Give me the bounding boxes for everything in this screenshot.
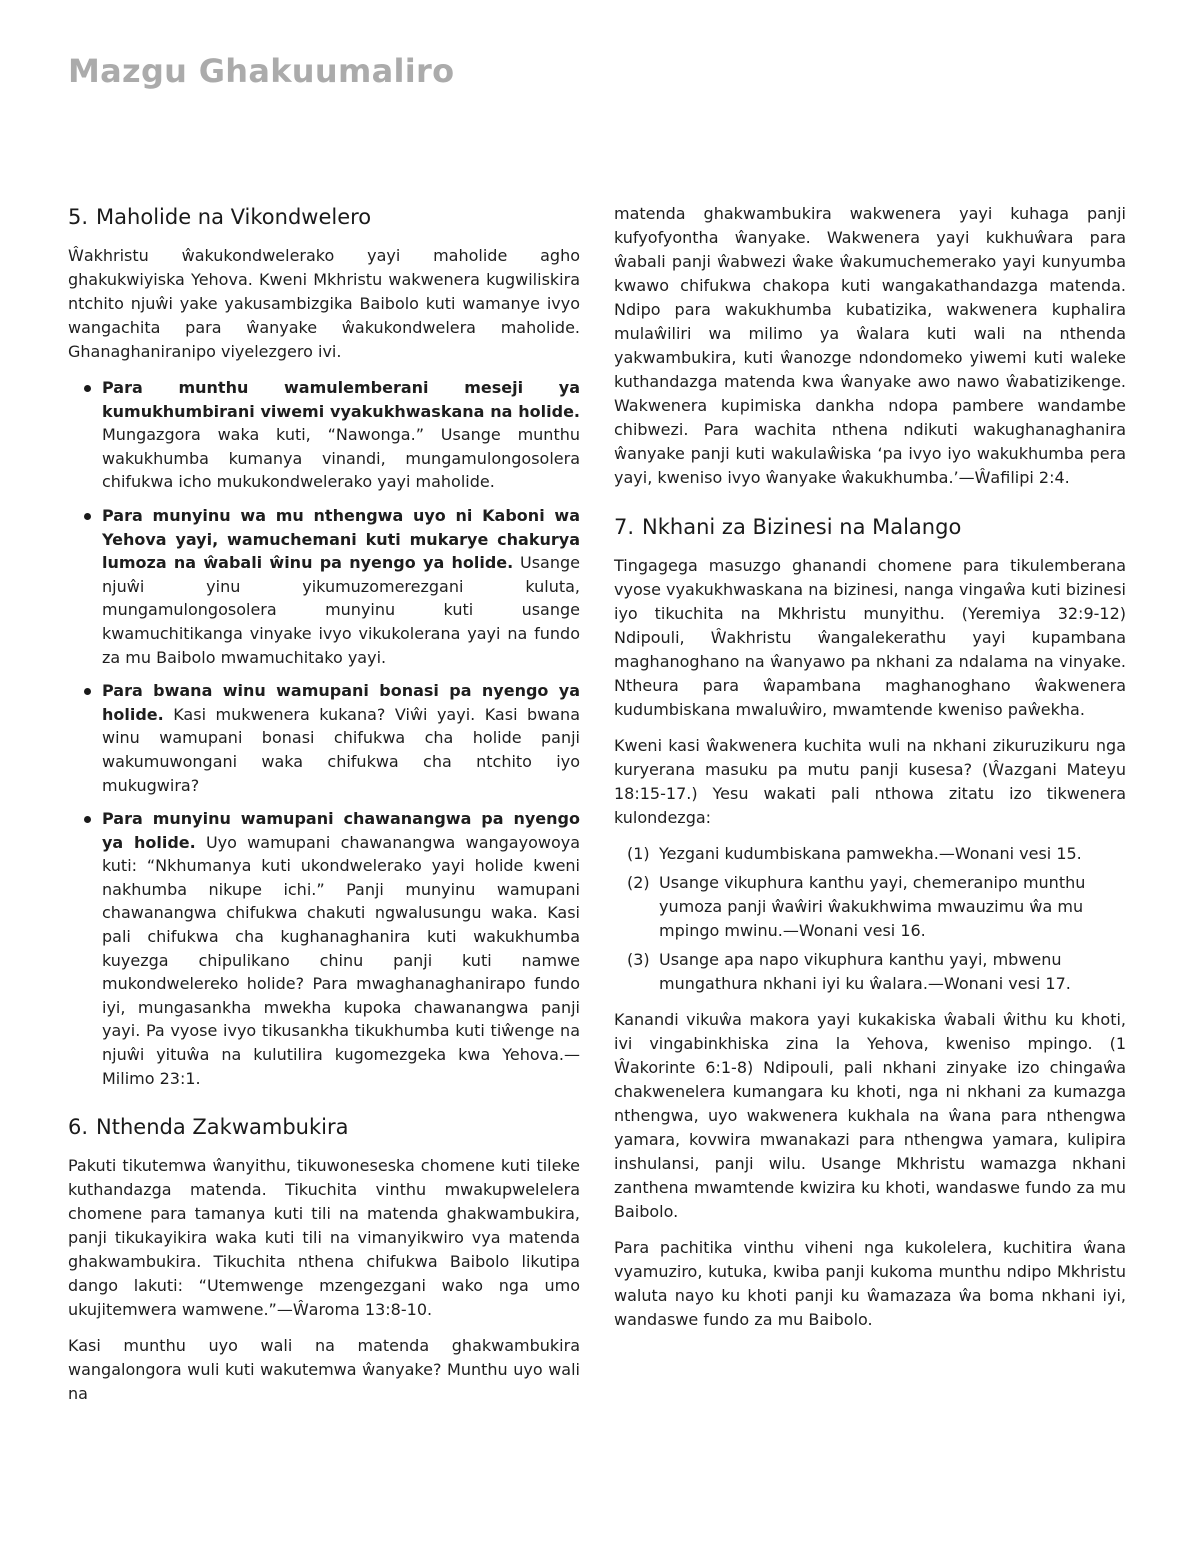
bullet-item xyxy=(68,679,580,797)
step-number: (3) xyxy=(627,950,650,969)
section-7-paragraph: Tingagega masuzgo ghanandi chomene para tikulemberana vyose vyakukhwaskana na bizinesi, nanga vingaŵa kuti bizinesi iyo tikuchita na Mkhristu munyithu. (Yeremiya 32:9-12) Ndipouli, Ŵakhristu ŵangalekerathu yayi kupambana maghanoghano na ŵanyawo pa nkhani za ndalama na vinyake. Ntheura para ŵapambana maghanoghano ŵakwenera kudumbiskana mwaluŵiro, mwamtende kweniso paŵekha. xyxy=(614,556,1126,719)
step-item xyxy=(614,948,1126,996)
bullet-lead: Para munyinu wamupani chawanangwa pa nyengo ya holide. xyxy=(102,809,580,852)
left-column xyxy=(68,202,580,1418)
section-6 xyxy=(68,1112,580,1406)
section-6-paragraph-continued: matenda ghakwambukira wakwenera yayi kuhaga panji kufyofyontha ŵanyake. Wakwenera yayi kukhuŵara para ŵabali panji ŵabwezi ŵake ŵakumuchemerako yayi kunyumba kwawo chifukwa chakopa kuti wangakathandazga matenda. Ndipo para wakukhumba kubatizika, wakwenera kuphalira mulaŵiliri wa milimo ya ŵalara kuti wali na nthenda yakwambukira, kuti ŵanozge ndondomeko yiwemi kuti waleke kuthandazga matenda kwa ŵanyake awo nawo ŵabatizikenge. Wakwenera kupimiska dankha ndopa pambere wandambe chibwezi. Para wachita nthena ndikuti wakughanaghanira ŵanyake panji kuti wakulaŵiska ‘pa ivyo iyo wakukhumba pera yayi, kweniso ivyo ŵanyake ŵakukhumba.’—Ŵafilipi 2:4. xyxy=(614,204,1126,487)
section-5-title: Maholide na Vikondwelero xyxy=(96,205,372,229)
section-5-bullet-list xyxy=(68,376,580,1090)
bullet-lead: Para bwana winu wamupani bonasi pa nyengo ya holide. xyxy=(102,681,580,724)
bullet-text: Usange njuŵi yinu yikumuzomerezgani kuluta, mungamulongosolera munyinu kuti usange kwamuchitikanga vinyake ivyo vikukolerana yayi na fundo za mu Baibolo mwamuchitako yayi. xyxy=(102,553,581,667)
section-6-paragraph: Pakuti tikutemwa ŵanyithu, tikuwoneseska chomene kuti tileke kuthandazga matenda. Tikuchita vinthu mwakupwelelera chomene para tamanya kuti tili na matenda ghakwambukira, panji tikukayikira waka kuti tili na vimanyikwiro vya matenda ghakwambukira. Tikuchita nthena chifukwa Baibolo likutipa dango lakuti: “Utemwenge mzengezgani wako nga umo ukujitemwera wamwene.”—Ŵaroma 13:8-10. xyxy=(68,1156,580,1320)
section-5-number: 5. xyxy=(68,205,89,229)
bullet-lead: Para munthu wamulemberani meseji ya kumukhumbirani viwemi vyakukhwaskana na holide. xyxy=(102,378,580,421)
section-7-step-list xyxy=(614,842,1126,996)
section-7-heading xyxy=(614,512,1126,542)
bullet-dot xyxy=(84,513,91,520)
section-7-paragraph: Kanandi vikuŵa makora yayi kukakiska ŵabali ŵithu ku khoti, ivi vingabinkhiska zina la Yehova, kweniso mpingo. (1 Ŵakorinte 6:1-8) Ndipouli, pali nkhani zinyake izo chingaŵa chakwenelera kumangara ku khoti, nga ni nkhani za kumazga nthengwa, uyo wakwenera kukhala na ŵana para nthengwa yamara, kovwira mwanakazi para nthengwa yamara, kulipira inshulansi, panji wilu. Usange Mkhristu wamazga nkhani zanthena mwamtende kwizira ku khoti, wandaswe fundo za mu Baibolo. xyxy=(614,1010,1126,1221)
step-text: Usange apa napo vikuphura kanthu yayi, mbwenu mungathura nkhani iyi ku ŵalara.—Wonani vesi 17. xyxy=(659,950,1071,993)
step-item xyxy=(614,871,1126,943)
right-column xyxy=(614,202,1126,1344)
step-text: Yezgani kudumbiskana pamwekha.—Wonani vesi 15. xyxy=(659,844,1082,863)
running-head: Mazgu Ghakuumaliro xyxy=(68,52,455,90)
bullet-item xyxy=(68,504,580,669)
bullet-item xyxy=(68,807,580,1090)
step-item xyxy=(614,842,1126,866)
section-6-number: 6. xyxy=(68,1115,89,1140)
section-6-heading xyxy=(68,1112,580,1142)
section-7-paragraph: Kweni kasi ŵakwenera kuchita wuli na nkhani zikuruzikuru nga kuryerana masuku pa mutu panji kusesa? (Ŵazgani Mateyu 18:15-17.) Yesu wakati pali nthowa zitatu izo tikwenera kulondezga: xyxy=(614,736,1126,827)
bullet-item xyxy=(68,376,580,494)
bullet-text: Kasi mukwenera kukana? Viŵi yayi. Kasi bwana winu wamupani bonasi chifukwa cha holide panji wakumuwongani waka chifukwa cha ntchito iyo mukugwira? xyxy=(102,704,580,795)
section-6-paragraph: Kasi munthu uyo wali na matenda ghakwambukira wangalongora wuli kuti wakutemwa ŵanyake? Munthu uyo wali na xyxy=(68,1336,580,1404)
step-text: Usange vikuphura kanthu yayi, chemeranipo munthu yumoza panji ŵaŵiri ŵakukhwima mwauzimu ŵa mu mpingo mwinu.—Wonani vesi 16. xyxy=(659,873,1086,940)
section-7-title: Nkhani za Bizinesi na Malango xyxy=(642,515,962,539)
section-5-heading xyxy=(68,202,580,232)
bullet-dot xyxy=(84,816,91,823)
bullet-text: Mungazgora waka kuti, “Nawonga.” Usange munthu wakukhumba kumanya vinandi, mungamulongosolera chifukwa icho mukukondwelerako yayi maholide. xyxy=(102,425,580,492)
bullet-lead: Para munyinu wa mu nthengwa uyo ni Kaboni wa Yehova yayi, wamuchemani kuti mukarye chakurya lumoza na ŵabali ŵinu pa nyengo ya holide. xyxy=(102,505,580,573)
section-7-paragraph: Para pachitika vinthu viheni nga kukolelera, kuchitira ŵana vyamuziro, kutuka, kwiba panji kukoma munthu ndipo Mkhristu waluta nayo ku khoti panji ku ŵamazaza ŵa boma nkhani iyi, wandaswe fundo za mu Baibolo. xyxy=(614,1238,1126,1329)
section-6-title: Nthenda Zakwambukira xyxy=(96,1115,349,1140)
section-7-number: 7. xyxy=(614,515,635,539)
bullet-text: Uyo wamupani chawanangwa wangayowoya kuti: “Nkhumanya kuti ukondwelerako yayi holide kweni nakhumba nikupe ichi.” Panji munyinu wamupani chawanangwa chifukwa chakuti ngwalusungu waka. Kasi pali chifukwa cha kughanaghanira kuti wakukhumba kuyezga chipulikano chinu panji kuti namwe mukondwelereko holide? Para mwaghanaghanirapo fundo iyi, mungasankha mwekha kupoka chawanangwa panji yayi. Pa vyose ivyo tikusankha tikukhumba kuti tiŵenge na njuŵi yituŵa na kulutilira kugomezgeka kwa Yehova.—Milimo 23:1. xyxy=(102,832,581,1088)
bullet-dot xyxy=(84,385,91,392)
section-5 xyxy=(68,202,580,1090)
section-5-intro: Ŵakhristu ŵakukondwelerako yayi maholide agho ghakukwiyiska Yehova. Kweni Mkhristu wakwenera kugwiliskira ntchito njuŵi yake yakusambizgika Baibolo kuti wamanye ivyo wangachita para ŵanyake ŵakukondwelera maholide. Ghanaghaniranipo viyelezgero ivi. xyxy=(68,246,580,361)
step-number: (2) xyxy=(627,873,650,892)
section-7 xyxy=(614,512,1126,1332)
step-number: (1) xyxy=(627,844,650,863)
bullet-dot xyxy=(84,688,91,695)
